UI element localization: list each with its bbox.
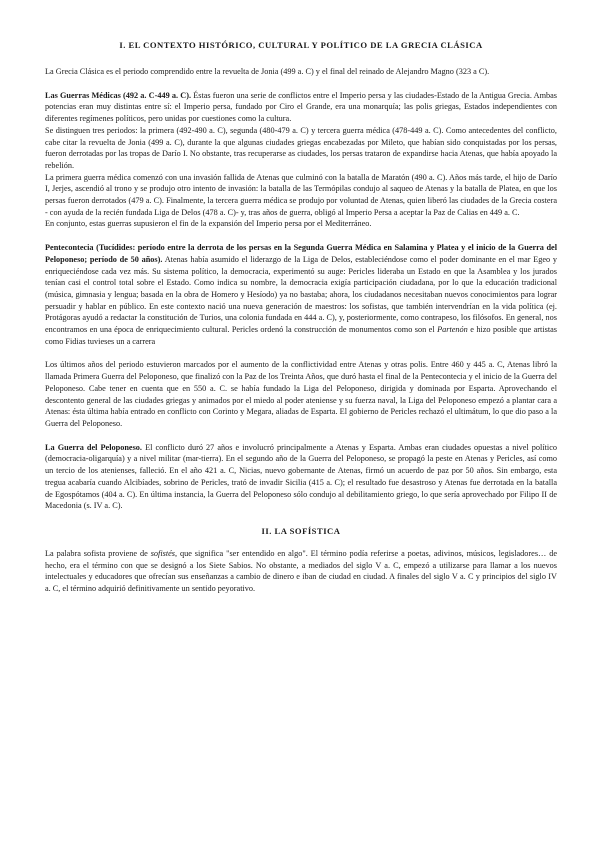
sofistica-text-pre: La palabra sofista proviene de	[45, 548, 151, 558]
section-title-contexto: I. EL CONTEXTO HISTÓRICO, CULTURAL Y POLÍTICO DE LA GRECIA CLÁSICA	[119, 40, 483, 50]
sofistes-word: sofistés	[150, 548, 175, 558]
sofistica-paragraph	[45, 548, 557, 595]
peloponeso-heading: La Guerra del Peloponeso.	[45, 442, 142, 452]
pentecontecia-tail: e hizo posible que artistas como Fidias tuvieses un a carrera	[45, 325, 557, 346]
sofistica-text-post: , que significa "ser entendido en algo". El término podía referirse a poetas, adivinos, músicos, legisladores… de hecho, era el término con que se designó a los Siete Sabios. No obstante, a mediados del siglo V a. C, empezó a utilizarse para llamar a los nuevos intelectuales y educadores que ofrecían sus enseñanzas a cambio de dinero e iban de ciudad en ciudad. A finales del siglo V a. C y principios del siglo IV a. C, el término adquirió definitivamente un sentido peyorativo.	[45, 548, 557, 594]
pentecontecia-heading: Pentecontecia (Tucídides: período entre la derrota de los persas en la Segunda Guerra Médica en Salamina y Platea y el inicio de la Guerra del Peloponeso; período de 50 años).	[45, 243, 557, 264]
medicas-paragraph-3: La primera guerra médica comenzó con una invasión fallida de Atenas que culminó con la batalla de Maratón (490 a. C). Años más tarde, el hijo de Darío I, Jerjes, ascendió al trono y se produjo otro intento de invasión: la batalla de las Termópilas condujo al saqueo de Atenas y la batalla de Platea, en que los persas fueron derrotados (479 a. C). Finalmente, la tercera guerra médica se produjo por voluntad de Atenas, quien liberó las ciudades de la Grecia costera - con ayuda de la recién fundada Liga de Delos (478 a. C)- y, tras años de guerra, obligó al Imperio Persa a aceptar la Paz de Calias en 449 a. C.	[45, 172, 557, 217]
document-page	[45, 40, 557, 595]
partenon-word: Partenón	[437, 325, 468, 335]
pentecontecia-paragraph-2: Los últimos años del periodo estuvieron marcados por el aumento de la conflictividad entre Atenas y otras polis. Entre 460 y 445 a. C, Atenas libró la llamada Primera Guerra del Peloponeso, que finalizó con la Paz de los Treinta Años, que duró hasta el final de la Pentecontecia y el inicio de la Guerra del Peloponeso. Cabe tener en cuenta que en 550 a. C. se había fundado la Liga del Peloponeso, dirigida y dominada por Esparta. Aprovechando el descontento general de las ciudades griegas y animados por el miedo al poder ateniense y su fuerza naval, la Liga del Peloponeso empezó a plantar cara a Atenas: ésta última había entrado en conflicto con Corinto y Megara, aliadas de Esparta. El gobierno de Pericles rechazó el ultimátum, lo que dio paso a la Guerra del Peloponeso.	[45, 360, 557, 428]
pentecontecia-paragraph-1	[45, 242, 557, 347]
medicas-heading: Las Guerras Médicas (492 a. C-449 a. C).	[45, 90, 192, 100]
intro-paragraph: La Grecia Clásica es el periodo comprendido entre la revuelta de Jonia (499 a. C) y el final del reinado de Alejandro Magno (323 a C).	[45, 67, 490, 76]
medicas-paragraph-4: En conjunto, estas guerras supusieron el fin de la expansión del Imperio persa por el Mediterráneo.	[45, 219, 372, 229]
medicas-text-1: Éstas fueron una serie de conflictos entre el Imperio persa y las ciudades-Estado de la Antigua Grecia. Ambas potencias eran muy distintas entre sí: el Imperio persa, fundado por Ciro el Grande, era una monarquía; las polis griegas, Estados independientes con diferentes regímenes políticos, pero unidas por cuestiones como la cultura.	[45, 90, 557, 124]
peloponeso-text: El conflicto duró 27 años e involucró principalmente a Atenas y Esparta. Ambas eran ciudades opuestas a nivel político (democracia-oligarquía) y a nivel militar (mar-tierra). En el segundo año de la Guerra del Peloponeso, se propagó la peste en Atenas y Pericles, así como un tercio de los atenienses, falleció. En el año 421 a. C, Nicias, nuevo gobernante de Atenas, firmó un acuerdo de paz por 50 años. Sin embargo, esta tregua acabaría cuando Alcibíades, sobrino de Pericles, trató de invadir Sicilia (415 a. C); el resultado fue desastroso y Atenas fue derrotada en la batalla de Egospótamos (404 a. C). En última instancia, la Guerra del Peloponeso sólo condujo al debilitamiento griego, lo que sería aprovechado por Filipo II de Macedonia (s. IV a. C).	[45, 442, 558, 511]
medicas-paragraph-1	[45, 90, 557, 125]
section-title-sofistica: II. LA SOFÍSTICA	[261, 525, 341, 536]
medicas-paragraph-2: Se distinguen tres periodos: la primera (492-490 a. C), segunda (480-479 a. C) y tercera guerra médica (478-449 a. C). Como antecedentes del conflicto, cabe citar la revuelta de Jonia (499 a. C), durante la que algunas ciudades griegas encabezadas por Mileto, que habían sido conquistadas por los persas, fueron derrotadas por las tropas de Darío I. No obstante, tras recuperarse as ciudades, los persas trataron de expandirse hacia Atenas, que había apoyado la rebelión.	[45, 125, 557, 170]
peloponeso-paragraph	[45, 442, 557, 512]
pentecontecia-text: Atenas había asumido el liderazgo de la Liga de Delos, estableciéndose como el poder dominante en el mar Egeo y enriqueciéndose cada vez más. Su sistema político, la democracia, experimentó su auge: Pericles lideraba un Estado en que la Asamblea y los jurados tenían casi el control total sobre el Estado. Como indica su nombre, la democracia exigía participación ciudadana, por lo que la educación tradicional (música, gimnasia y lengua; basada en la obra de Homero y Hesíodo) ya no bastaba; ahora, los ciudadanos necesitaban nuevos conocimientos para lograr persuadir y hablar en público. En este contexto nació una nueva generación de maestros: los sofistas, que también intervendrían en la vida política (ej. Protágoras ayudó a redactar la constitución de Turios, una colonia fundada en 444 a. C), y, posteriormente, como contrapeso, los filósofos. En general, nos encontramos en una época de enriquecimiento cultural. Pericles ordenó la construcción de monumentos como son el	[45, 254, 557, 335]
